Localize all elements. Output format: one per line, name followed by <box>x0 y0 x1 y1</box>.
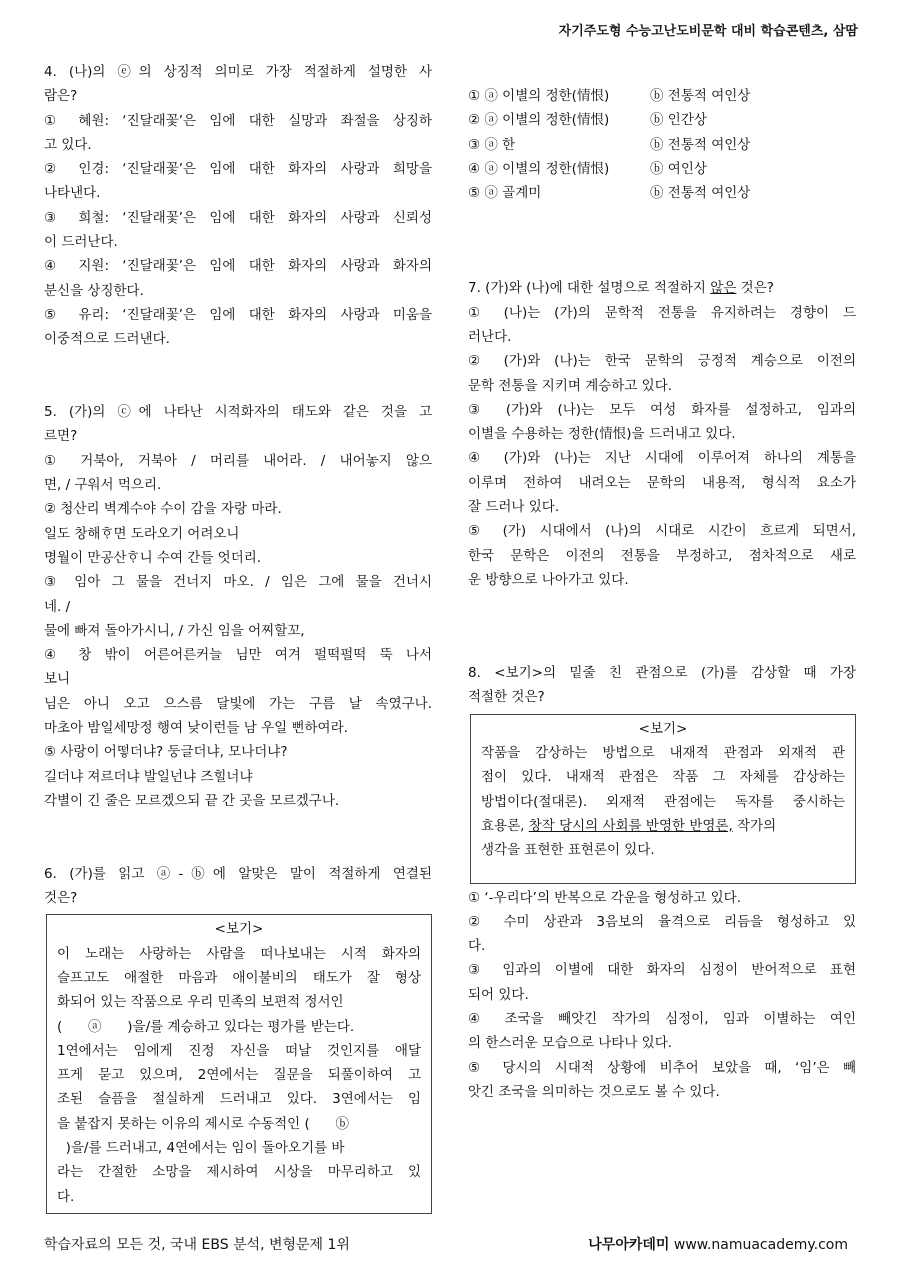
q8-box-line: 작품을 감상하는 방법으로 내재적 관점과 외재적 관 <box>481 745 845 762</box>
q8-box-line: 점이 있다. 내재적 관점은 작품 그 자체를 감상하는 <box>481 769 845 786</box>
q5-line: 르면? <box>44 428 78 445</box>
page-header-title: 자기주도형 수능고난도비문학 대비 학습콘텐츠, 삼땀 <box>558 24 858 39</box>
footer-brand-name: 나무아카데미 <box>588 1237 670 1253</box>
q6-option-a: ③ ⓐ 한 <box>468 136 516 153</box>
q6-option-b: ⓑ 전통적 여인상 <box>650 185 751 202</box>
q8-example-box <box>470 714 856 884</box>
q8-option-4: ④ 조국을 빼앗긴 작가의 심정이, 임과 이별하는 여인 <box>468 1010 856 1027</box>
q6-option-b: ⓑ 여인상 <box>650 160 707 177</box>
q6-option-3 <box>468 133 856 157</box>
q6-option-b: ⓑ 전통적 여인상 <box>650 136 751 153</box>
q8-line: 의 한스러운 모습으로 나타나 있다. <box>468 1035 673 1052</box>
q7-stem <box>468 276 856 300</box>
q8-box-title: <보기> <box>638 720 688 737</box>
question-7 <box>468 276 856 592</box>
q4-line: 고 있다. <box>44 136 92 153</box>
q6-option-2 <box>468 108 856 132</box>
q5-line: 보니 <box>44 671 71 688</box>
q7-option-1: ① (나)는 (가)의 문학적 전통을 유지하려는 경향이 드 <box>468 304 856 321</box>
q5-line: 길더냐 져르더냐 발일넌냐 즈힐너냐 <box>44 768 253 785</box>
q5-line: 일도 창해ᄒᆞ면 도라오기 어려오니 <box>44 525 240 542</box>
q4-option-2: ② 인경: ‘진달래꽃’은 임에 대한 화자의 사랑과 희망을 <box>44 161 432 178</box>
q5-option-4: ④ 창 밖이 어른어른커늘 님만 여겨 펄떡펄떡 뚝 나서 <box>44 647 432 664</box>
q6-box-line: ( ⓐ )을/를 계승하고 있다는 평가를 받는다. <box>57 1018 355 1035</box>
question-6 <box>44 862 432 1214</box>
q6-box-line: 슬프고도 애절한 마음과 애이불비의 태도가 잘 형상 <box>57 969 421 986</box>
q8-line: 8. <보기>의 밑줄 친 관점으로 (가)를 감상할 때 가장 <box>468 665 856 682</box>
q6-example-box <box>46 914 432 1214</box>
q7-line: 러난다. <box>468 328 512 345</box>
q7-stem-post: 것은? <box>736 280 774 297</box>
q5-line: 네. / <box>44 598 71 615</box>
q4-line: 분신을 상징한다. <box>44 282 144 299</box>
q5-option-1: ① 거북아, 거북아 / 머리를 내어라. / 내어놓지 않으 <box>44 452 432 469</box>
q5-line: 물에 빠져 돌아가시니, / 가신 임을 어찌할꼬, <box>44 622 305 639</box>
question-4 <box>44 60 432 352</box>
q5-line: 님은 아니 오고 으스름 달빛에 가는 구름 날 속였구나. <box>44 695 432 712</box>
q6-box-line: 프게 묻고 있으며, 2연에서는 질문을 되풀이하여 고 <box>57 1067 421 1084</box>
q4-line: 람은? <box>44 88 78 105</box>
q7-line: 잘 드러나 있다. <box>468 499 560 516</box>
q8-option-3: ③ 임과의 이별에 대한 화자의 심정이 반어적으로 표현 <box>468 962 856 979</box>
footer-brand <box>588 1234 848 1254</box>
q8-box-line: 방법이다(절대론). 외재적 관점에는 독자를 중시하는 <box>481 793 845 810</box>
q7-option-2: ② (가)와 (나)는 한국 문학의 긍정적 계승으로 이전의 <box>468 353 856 370</box>
q8-option-2: ② 수미 상관과 3음보의 율격으로 리듬을 형성하고 있 <box>468 913 856 930</box>
q7-line: 이루며 전하여 내려오는 문학의 내용적, 형식적 요소가 <box>468 474 856 491</box>
q5-line: 마초아 밤일세망정 행여 낮이런들 남 우일 뻔하여라. <box>44 720 348 737</box>
q7-option-5: ⑤ (가) 시대에서 (나)의 시대로 시간이 흐르게 되면서, <box>468 523 856 540</box>
q5-line: 각별이 긴 줄은 모르겠으되 끝 간 곳을 모르겠구나. <box>44 792 340 809</box>
q6-box-line: 라는 간절한 소망을 제시하여 시상을 마무리하고 있 <box>57 1164 421 1181</box>
q6-box-line: 1연에서는 임에게 진정 자신을 떠날 것인지를 애달 <box>57 1042 421 1059</box>
question-5 <box>44 400 432 813</box>
q6-option-1 <box>468 84 856 108</box>
q6-box-line: 이 노래는 사랑하는 사람을 떠나보내는 시적 화자의 <box>57 945 421 962</box>
q7-option-3: ③ (가)와 (나)는 모두 여성 화자를 설정하고, 임과의 <box>468 401 856 418</box>
q6-option-b: ⓑ 전통적 여인상 <box>650 88 751 104</box>
q8-box-line: 생각을 표현한 표현론이 있다. <box>481 842 655 859</box>
q6-line: 것은? <box>44 890 78 907</box>
q6-option-5 <box>468 181 856 205</box>
q8-option-1: ① ‘-우리다’의 반복으로 각운을 형성하고 있다. <box>468 889 742 906</box>
q5-line: 명월이 만공산ᄒᆞ니 수여 간들 엇더리. <box>44 549 262 566</box>
q7-line: 이별을 수용하는 정한(情恨)을 드러내고 있다. <box>468 426 736 443</box>
q5-option-5: ⑤ 사랑이 어떻더냐? 둥글더냐, 모나더냐? <box>44 744 288 761</box>
q4-option-4: ④ 지원: ‘진달래꽃’은 임에 대한 화자의 사랑과 화자의 <box>44 258 432 275</box>
q8-option-5: ⑤ 당시의 시대적 상황에 비추어 보았을 때, ‘임’은 빼 <box>468 1059 856 1076</box>
q8-line: 적절한 것은? <box>468 689 545 706</box>
q8-box-underlined: 창작 당시의 사회를 반영한 반영론, <box>528 817 733 834</box>
q5-line: 5. (가)의 ⓒ에 나타난 시적화자의 태도와 같은 것을 고 <box>44 404 432 421</box>
q8-box-line <box>481 814 845 838</box>
right-column <box>468 60 856 1104</box>
q8-box-line4-post: 작가의 <box>732 817 777 834</box>
q8-line: 되어 있다. <box>468 986 529 1003</box>
footer-url[interactable]: www.namuacademy.com <box>673 1237 848 1253</box>
q6-option-a: ② ⓐ 이별의 정한(情恨) <box>468 112 610 129</box>
q4-option-5: ⑤ 유리: ‘진달래꽃’은 임에 대한 화자의 사랑과 미움을 <box>44 306 432 323</box>
q5-line: 면, / 구워서 먹으리. <box>44 477 162 494</box>
q4-option-1: ① 혜원: ‘진달래꽃’은 임에 대한 실망과 좌절을 상징하 <box>44 112 432 129</box>
left-column <box>44 60 432 1220</box>
q8-line: 다. <box>468 938 486 955</box>
q5-option-2: ② 청산리 벽계수야 수이 감을 자랑 마라. <box>44 501 282 518</box>
q6-box-line: 을 붙잡지 못하는 이유의 제시로 수동적인 ( ⓑ <box>57 1115 349 1132</box>
q4-line: 4. (나)의 ⓔ의 상징적 의미로 가장 적절하게 설명한 사 <box>44 64 432 80</box>
q8-line: 앗긴 조국을 의미하는 것으로도 볼 수 있다. <box>468 1083 720 1100</box>
question-8 <box>468 661 856 1104</box>
q4-option-3: ③ 희철: ‘진달래꽃’은 임에 대한 화자의 사랑과 신뢰성 <box>44 209 432 226</box>
q6-box-line: 조된 슬픔을 절실하게 드러내고 있다. 3연에서는 임 <box>57 1091 421 1108</box>
q8-box-line4-pre: 효용론, <box>481 817 529 834</box>
q7-line: 운 방향으로 나아가고 있다. <box>468 571 629 588</box>
q7-line: 한국 문학은 이전의 전통을 부정하고, 점차적으로 새로 <box>468 547 856 564</box>
q6-box-title: <보기> <box>214 921 264 938</box>
q6-option-4 <box>468 157 856 181</box>
q6-box-line: 다. <box>57 1188 75 1205</box>
q4-line: 나타낸다. <box>44 185 101 202</box>
q7-option-4: ④ (가)와 (나)는 지난 시대에 이루어져 하나의 계통을 <box>468 450 856 467</box>
q4-line: 이 드러난다. <box>44 234 118 251</box>
q7-stem-underlined: 않은 <box>710 280 737 297</box>
q6-option-a: ④ ⓐ 이별의 정한(情恨) <box>468 160 610 177</box>
q7-stem-pre: 7. (가)와 (나)에 대한 설명으로 적절하지 <box>468 280 711 297</box>
q6-options <box>468 84 856 205</box>
q7-line: 문학 전통을 지키며 계승하고 있다. <box>468 377 673 394</box>
q6-option-a: ① ⓐ 이별의 정한(情恨) <box>468 88 610 104</box>
q4-line: 이중적으로 드러낸다. <box>44 331 170 348</box>
q6-option-b: ⓑ 인간상 <box>650 112 707 129</box>
q5-option-3: ③ 임아 그 물을 건너지 마오. / 임은 그에 물을 건너시 <box>44 574 432 591</box>
footer-slogan: 학습자료의 모든 것, 국내 EBS 분석, 변형문제 1위 <box>44 1237 350 1253</box>
q6-option-a: ⑤ ⓐ 골계미 <box>468 185 542 202</box>
q6-box-line: )을/를 드러내고, 4연에서는 임이 돌아오기를 바 <box>57 1140 345 1157</box>
q6-line: 6. (가)를 읽고 ⓐ-ⓑ에 알맞은 말이 적절하게 연결된 <box>44 865 432 882</box>
q6-box-line: 화되어 있는 작품으로 우리 민족의 보편적 정서인 <box>57 994 344 1011</box>
